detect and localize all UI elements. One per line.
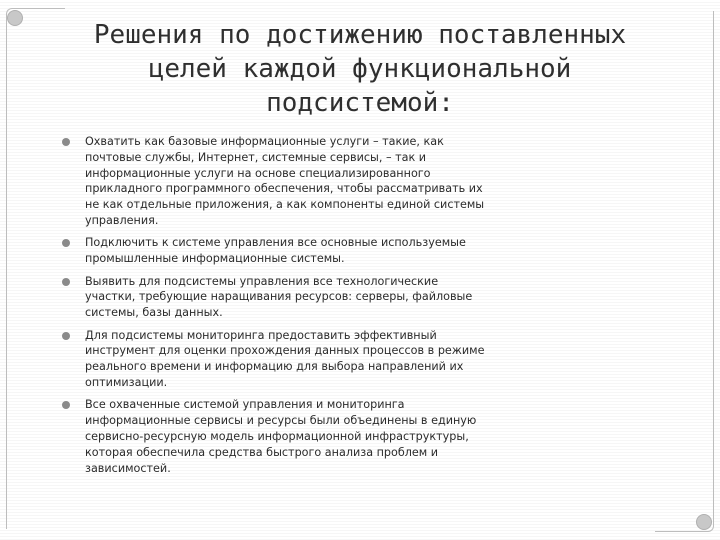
bullet-item [60, 134, 490, 229]
title-line: целей каждой функциональной [148, 54, 572, 84]
bullet-icon [62, 278, 70, 286]
bullet-icon [62, 138, 70, 146]
bullet-text: Охватить как базовые информационные услуги – такие, как почтовые службы, Интернет, системные сервисы, – так и информационные услуги на основе специализированного прикладного программного обеспечения, чтобы рассматривать их не как отдельные приложения, а как компоненты единой системы управления. [85, 135, 485, 227]
bullet-icon [62, 239, 70, 247]
bullet-text: Выявить для подсистемы управления все технологические участки, требующие наращивания ресурсов: серверы, файловые системы, базы данных. [85, 274, 473, 320]
bullet-text: Подключить к системе управления все основные используемые промышленные информационные системы. [85, 236, 466, 266]
bullet-text: Для подсистемы мониторинга предоставить эффективный инструмент для оценки прохождения данных процессов в режиме реального времени и информацию для выбора направлений их оптимизации. [85, 328, 485, 389]
title-line: подсистемой: [266, 88, 454, 118]
title-line: Решения по достижению поставленных [93, 20, 627, 50]
bullet-item [60, 328, 490, 391]
bullet-icon [62, 401, 70, 409]
circle-ornament-icon [7, 10, 23, 26]
circle-ornament-icon [696, 514, 712, 530]
slide-title [60, 18, 660, 120]
decorative-frame-bottom-right [655, 11, 714, 532]
bullet-item [60, 235, 490, 267]
bullet-item [60, 397, 490, 476]
bullet-icon [62, 332, 70, 340]
bullet-item [60, 274, 490, 321]
decorative-frame-top-left [6, 8, 65, 529]
bullet-text: Все охваченные системой управления и мониторинга информационные сервисы и ресурсы были объединены в единую сервисно-ресурсную модель информационной инфраструктуры, которая обеспечила средства быстрого анализа проблем и зависимостей. [85, 398, 477, 475]
bullet-list [60, 134, 490, 483]
